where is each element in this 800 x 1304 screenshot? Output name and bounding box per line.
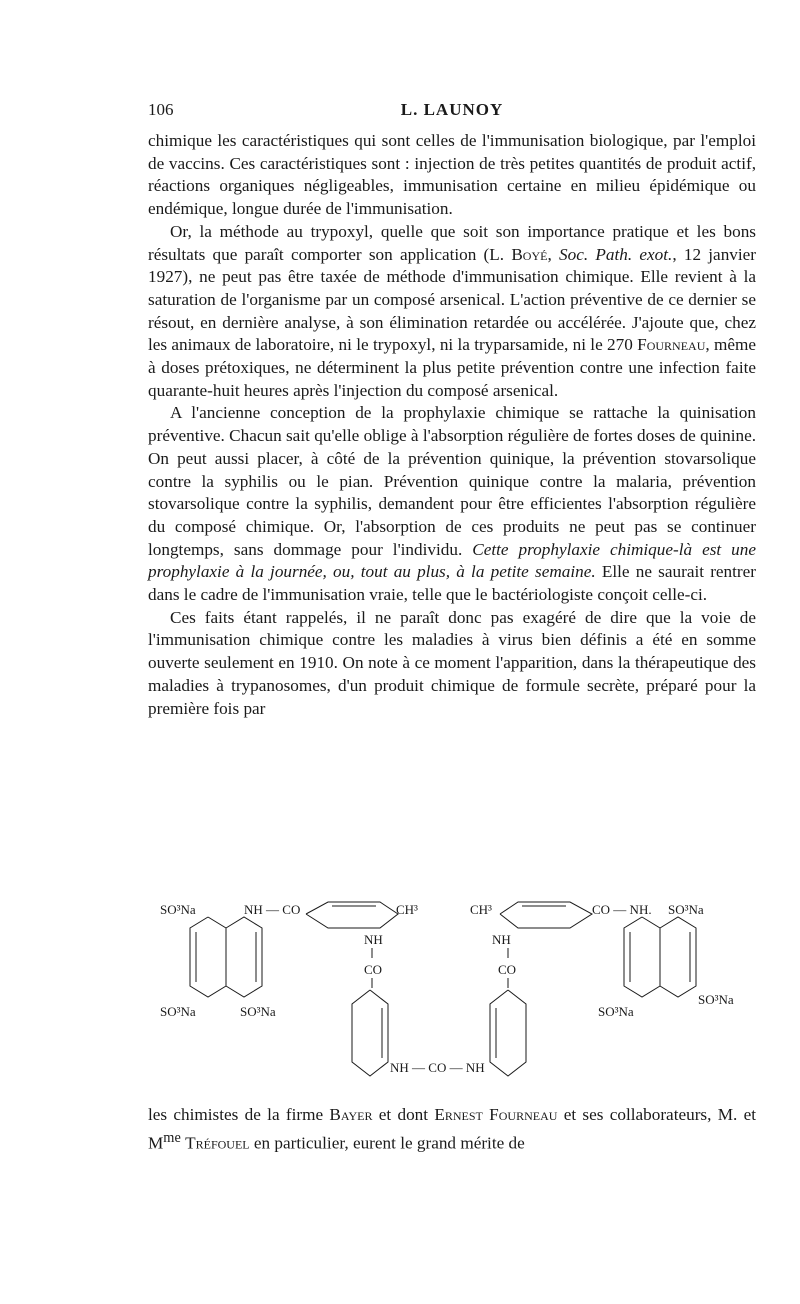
paragraph-5: les chimistes de la firme Bayer et dont Ernest Fourneau et ses collaborateurs, M. et $M^{me}$ Tréfouel en particulier, eurent le grand mérite de (148, 1105, 757, 1153)
paragraph-4: Ces faits étant rappelés, il ne paraît donc pas exagéré de dire que la voie de l'immunisation chimique contre les maladies à virus bien définis a été en somme ouverte seulement en 1910. On note à ce moment l'apparition, dans la thérapeutique des maladies à trypanosomes, d'un produit chimique de formule secrète, préparé pour la première fois par (148, 607, 756, 718)
formula-drawing (148, 892, 756, 1092)
firm-bayer: Bayer (329, 1105, 373, 1124)
paragraph-3: A l'ancienne conception de la prophylaxie chimique se rattache la quinisation préventive. Chacun sait qu'elle oblige à l'absorption régulière de fortes doses de quinine. On peut aussi placer, à côté de la prévention quinique, la prévention stovarsolique contre la syphilis ou le pian. Prévention quinique contre la malaria, prévention stovarsolique contre la syphilis, demandent pour être efficientes l'absorption régulière du composé chimique. Or, l'absorption de ces produits ne peut pas se continuer longtemps, sans dommage pour l'individu. Cette prophylaxie chimique-là est une prophylaxie à la journée, ou, tout au plus, à la petite semaine. Elle ne saurait rentrer dans le cadre de l'immunisation vraie, telle que le bactériologiste conçoit celle-ci. (148, 403, 756, 605)
italic-quote: Cette prophylaxie chimique-là est une prophylaxie à la journée, ou, tout au plus, à la petite semaine. (148, 539, 756, 582)
main-text-continued (148, 1104, 756, 1155)
left-lower-benzene (352, 990, 388, 1076)
label-co-right: CO (498, 962, 517, 977)
label-ch3-left: CH³ (396, 902, 418, 917)
label-urea: NH — CO — NH (390, 1060, 485, 1075)
label-right-bottom-b: SO³Na (698, 992, 734, 1007)
author-fourneau: Fourneau (637, 335, 706, 355)
left-naphthalene-ring (190, 917, 262, 997)
right-lower-benzene (490, 990, 526, 1076)
label-nh-left: NH (364, 932, 383, 947)
label-left-bottom-a: SO³Na (160, 1004, 196, 1019)
chemical-formula (148, 892, 756, 1092)
main-text (148, 130, 756, 720)
running-header (148, 100, 756, 124)
page-number: 106 (148, 100, 174, 119)
label-right-top-a: CO — NH. (592, 902, 652, 917)
label-right-top-b: SO³Na (668, 902, 704, 917)
paragraph-1: chimique les caractéristiques qui sont celles de l'immunisation biologique, par l'emploi de vaccins. Ces caractéristiques sont : injection de très petites quantités de produit actif, réactions organiques négligeables, immunisation certaine en milieu épidémique ou endémique, longue durée de l'immunisation. (148, 131, 756, 219)
label-co-left: CO (364, 962, 383, 977)
label-left-top-a: SO³Na (160, 902, 196, 917)
label-ch3-right: CH³ (470, 902, 492, 917)
author-trefouel: Tréfouel (185, 1133, 250, 1153)
right-upper-benzene (500, 902, 592, 928)
author-boye: Boyé (511, 244, 548, 264)
right-naphthalene-ring (624, 917, 696, 997)
running-title: L. LAUNOY (400, 100, 504, 119)
citation-journal: Soc. Path. exot. (559, 244, 673, 264)
label-left-bottom-b: SO³Na (240, 1004, 276, 1019)
label-right-bottom-a: SO³Na (598, 1004, 634, 1019)
label-left-top-b: NH — CO (244, 902, 301, 917)
author-ernest-fourneau: Ernest Fourneau (434, 1105, 558, 1124)
left-upper-benzene (306, 902, 398, 928)
label-nh-right: NH (492, 932, 511, 947)
paragraph-2: Or, la méthode au trypoxyl, quelle que soit son importance pratique et les bons résultats que paraît comporter son application (L. Boyé, Soc. Path. exot., 12 janvier 1927), ne peut pas être taxée de méthode d'immunisation chimique. Elle revient à la saturation de l'organisme par un composé arsenical. L'action préventive de ce dernier se résout, en dernière analyse, à son élimination retardée ou accélérée. J'ajoute que, chez les animaux de laboratoire, ni le trypoxyl, ni la tryparsamide, ni le 270 Fourneau, même à doses prétoxiques, ne déterminent la plus petite prévention contre une infection faite quarante-huit heures après l'injection du composé arsenical. (148, 221, 757, 400)
